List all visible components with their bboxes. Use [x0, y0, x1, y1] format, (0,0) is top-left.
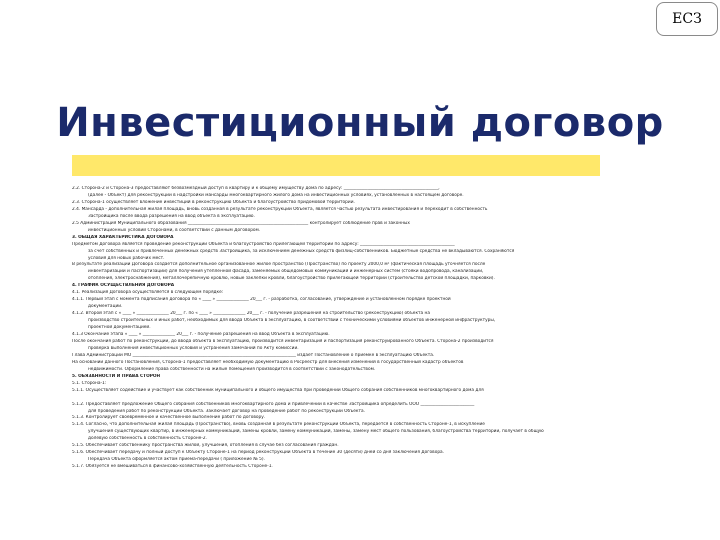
document-line: Застройщика после ввода разрешения на ввод объекта в эксплуатацию.	[88, 213, 255, 219]
document-line: 5.1.4. Согласно, что дополнительная жилая площадь (Пространство), вновь созданная в результате реконструкции Объекта, передается в собственность Стороне-1, в искупление	[72, 422, 485, 428]
document-line: документации.	[88, 304, 123, 310]
badge-text: ЕСЗ	[672, 11, 702, 27]
document-line: инвестиционных условий Сторонами, в соответствии с данным Договором.	[88, 227, 261, 233]
document-line: Передача Объекта оформляется актом приема-передачи ( приложение № 5).	[88, 457, 265, 463]
document-line: 4.1.2. Второй этап с « ____ » _______________ 20___ г. по « ____ » _______________ 20___ г. - получение разрешения на строительство (реконструкцию) объекта на	[72, 311, 430, 317]
document-line: производство строительных и иных работ, необходимых для ввода Объекта в эксплуатацию, в соответствии с техническими условиями объектов инженерной инфраструктуры,	[88, 318, 496, 324]
document-line: 5.1. Сторона-1:	[72, 380, 107, 386]
document-line: недвижимости. Оформление права собственности на жилые помещения производится в соответствии с законодательством.	[88, 366, 376, 372]
document-line: 4.1.3 Окончание этапа « ____ » _______________ 20___ г. - получение разрешения на ввод Объекта в эксплуатацию.	[72, 332, 330, 338]
document-line: 2.4. Мансарда - дополнительная жилая площадь, вновь созданная в результате реконструкции Объекта, является частью результата инвестирования и переходит в собственность	[72, 206, 488, 212]
document-line: инвентаризации и паспортизации) для получения утепленной фасада, заменяемых общедомовых коммуникаций и инженерных систем (стояки водопровода, канализации,	[88, 269, 484, 275]
document-line: В результате реализации Договора создается дополнительное организованное жилое пространство (Пространство) по проекту 2000,0 м² (фактическая площадь уточняется после	[72, 262, 486, 268]
page-title: Инвестиционный договор	[56, 100, 664, 146]
logo-badge	[656, 2, 718, 36]
document-line: 5.1.3. Контролирует своевременное и качественное выполнение работ по договору.	[72, 415, 266, 421]
document-line: 3. ОБЩАЯ ХАРАКТЕРИСТИКА ДОГОВОРА	[72, 234, 174, 240]
document-line: за счет собственных и привлеченных денежных средств Застройщика, за исключением денежных средств физлиц-собственников. Бюджетные средства не вкладываются. Сохраняются	[88, 248, 515, 254]
document-line: 4.1. Реализация Договора осуществляется в следующем порядке:	[72, 290, 224, 296]
document-line: 5.1.6. Обеспечивает передачу и полный доступ к Объекту Стороне-1 на период реконструкции Объекта в течение 30 (десяти) дней со дня заключения Договора.	[72, 450, 445, 456]
document-line: После окончания работ по реконструкции, до ввода объекта в эксплуатацию, производится инвентаризация и паспортизация реконструированного Объекта. Сторона-2 производится	[72, 338, 494, 344]
document-line: отопления, электроснабжения), металлочерепичную кровлю, новые заклепки кровли, благоустройство прилегающей территории (строительство детской площадки, парковки).	[88, 276, 495, 282]
document-line: Глава Администрации МО ____________________________________________________________________________ издает Постановление о приемке в эксплуатацию Объекта.	[72, 352, 435, 358]
document-line: долевую собственность в собственность Стороне-2.	[88, 436, 207, 442]
document-line: 5.1.5. Обеспечивает собственнику пространства жилой, улучшения, отопления в случае без согласования граждан.	[72, 443, 339, 449]
title-underline-bar	[72, 155, 600, 176]
document-line: 2.2. Сторона-2 и Сторона-3 предоставляют безвозмездный доступ в квартиру и к общему имуществу дома по адресу: ____________________________________________,	[72, 186, 440, 191]
document-line: (далее - Объект) для реконструкции в надстройки мансарды многоквартирного жилого дома на инвестиционных условиях, установленных в настоящем договоре.	[88, 192, 464, 198]
document-line: 5.1.1. Осуществляет содействие и участвует как собственник муниципального и общего имущества при проведении Общего собрания собственников многоквартирного дома для	[72, 387, 484, 393]
document-line: улучшения существующих квартир, в инженерных коммуникаций, замены кровли, замену коммуникаций, замены, замену мест общего пользования, благоустройства территории, получает в общую	[88, 429, 544, 435]
document-line: На основании данного Постановления, Сторона-1 предоставляет необходимую документацию в Росреестр для внесения изменений в государственный кадастр объектов	[72, 359, 464, 365]
document-line: 2.5 Администрация Муниципального образования ________________________________________________________ контролирует соблюдение прав и законных	[72, 220, 410, 226]
document-line: 2.3. Сторона-1 осуществляет вложение инвестиций в реконструкцию Объекта и благоустройство придомовой территории.	[72, 199, 355, 205]
document-line: 5. ОБЯЗАННОСТИ И ПРАВА СТОРОН	[72, 373, 161, 379]
document-line: 4.1.1. Первый этап с момента подписания договора по « ____ » _______________ 20___ г. - разработка, согласование, утверждение и установленном порядке проектной	[72, 297, 451, 303]
document-line: проектной документацией.	[88, 325, 151, 331]
document-line: для проведения работ по реконструкции Объекта. Заключает договор на проведение работ по реконструкции Объекта.	[88, 408, 365, 414]
document-line	[72, 395, 702, 402]
document-line: 4. ГРАФИК ОСУЩЕСТВЛЕНИЯ ДОГОВОРА	[72, 283, 175, 289]
document-line: условия для новых рабочих мест.	[88, 255, 165, 261]
document-line: 5.1.7. Обязуется не вмешиваться в финансово-хозяйственную деятельность Стороне-1.	[72, 464, 273, 470]
document-line: Предметом Договора является проведение реконструкции Объекта и благоустройство прилегающей территории по адресу: ____________________________________________	[72, 241, 455, 247]
document-line: 5.1.2. Предоставляет предложение Общего собрания собственников многоквартирного дома и привлечении в качестве Застройщика определить ООО _________________________	[72, 401, 475, 407]
document-body	[72, 186, 702, 536]
document-line: проверка выполнения инвестиционных условий и устранения замечаний по Акту комиссии.	[88, 345, 299, 351]
